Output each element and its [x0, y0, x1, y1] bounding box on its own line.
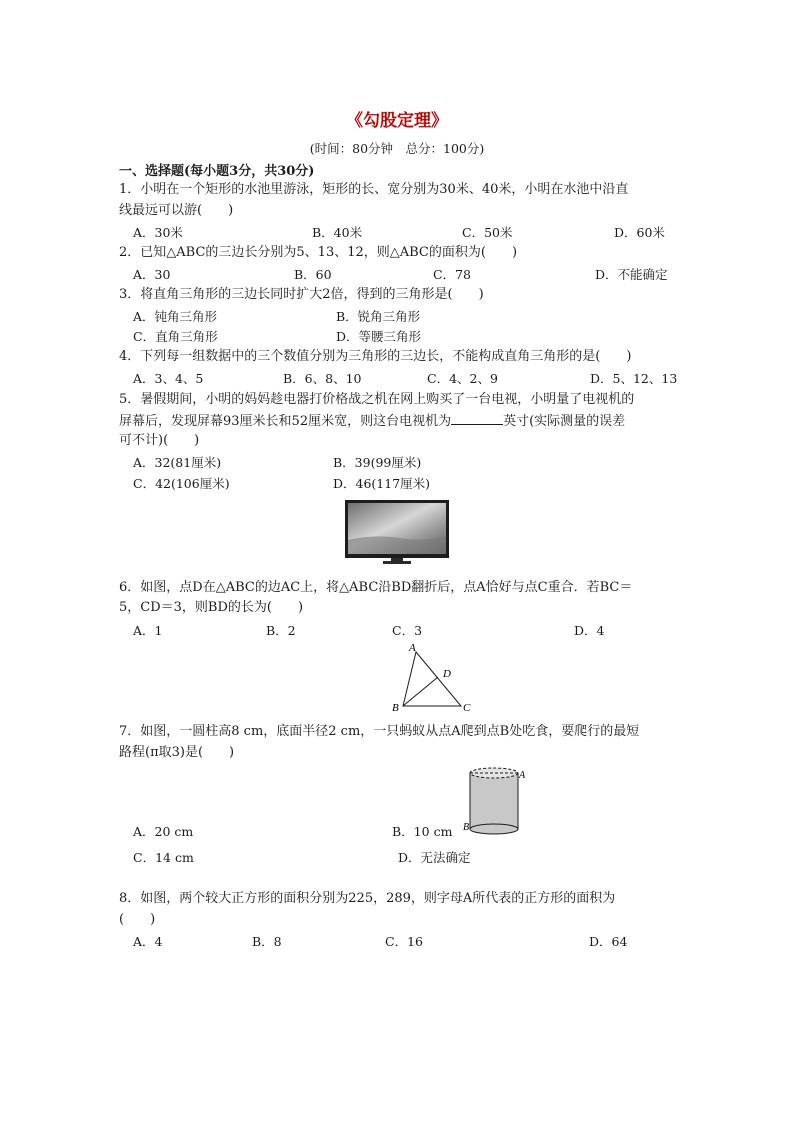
question-5-text-after-blank: 英寸(实际测量的误差	[503, 414, 626, 429]
question-6-line-2: 5，CD＝3，则BD的长为( )	[119, 600, 304, 615]
question-5-line-1: 5．暑假期间，小明的妈妈趁电器打价格战之机在网上购买了一台电视，小明量了电视机的	[119, 392, 635, 407]
section-heading: 一、选择题(每小题3分，共30分)	[119, 164, 315, 179]
q7-option-b: B．10 cm	[392, 824, 453, 839]
q8-option-a: A．4	[133, 934, 163, 949]
q4-option-a: A．3、4、5	[133, 371, 204, 386]
q1-option-a: A．30米	[133, 225, 183, 240]
label-b: B	[463, 822, 470, 833]
answer-blank	[451, 411, 503, 425]
q6-option-b: B．2	[266, 623, 296, 638]
q4-option-c: C．4、2、9	[427, 371, 498, 386]
q5-option-b: B．39(99厘米)	[333, 455, 422, 470]
label-b: B	[392, 702, 399, 714]
q2-option-c: C．78	[433, 267, 471, 282]
question-4-line-1: 4．下列每一组数据中的三个数值分别为三角形的三边长，不能构成直角三角形的是( )	[119, 349, 632, 364]
triangle-figure	[388, 640, 478, 716]
question-5-line-2	[119, 411, 625, 432]
question-1-line-1: 1．小明在一个矩形的水池里游泳，矩形的长、宽分别为30米、40米，小明在水池中沿直	[119, 182, 629, 197]
label-a: A	[409, 642, 416, 654]
q6-option-c: C．3	[392, 623, 423, 638]
tv-stand	[391, 558, 403, 561]
question-8-line-2: ( )	[119, 912, 156, 927]
q8-option-b: B．8	[252, 934, 282, 949]
q3-option-c: C．直角三角形	[133, 329, 218, 344]
q5-option-d: D．46(117厘米)	[333, 476, 431, 491]
triangle-abc	[403, 652, 461, 706]
q8-option-c: C．16	[385, 934, 423, 949]
q6-option-d: D．4	[574, 623, 605, 638]
q2-option-d: D．不能确定	[595, 267, 668, 282]
question-8-line-1: 8．如图，两个较大正方形的面积分别为225，289，则字母A所代表的正方形的面积为	[119, 891, 616, 906]
q5-option-a: A．32(81厘米)	[133, 455, 222, 470]
q3-option-d: D．等腰三角形	[336, 329, 422, 344]
question-7-line-2: 路程(π取3)是( )	[119, 745, 235, 760]
question-1-line-2: 线最远可以游( )	[119, 203, 234, 218]
cylinder-figure	[460, 764, 532, 840]
question-5-line-3: 可不计)( )	[119, 433, 200, 448]
q1-option-b: B．40米	[312, 225, 363, 240]
q4-option-b: B．6、8、10	[283, 371, 362, 386]
q7-option-d: D．无法确定	[398, 850, 471, 865]
question-7-line-1: 7．如图，一圆柱高8 cm，底面半径2 cm，一只蚂蚁从点A爬到点B处吃食，要爬行的最短	[119, 724, 640, 739]
question-2-line-1: 2．已知△ABC的三边长分别为5、13、12，则△ABC的面积为( )	[119, 245, 518, 260]
q2-option-a: A．30	[133, 267, 171, 282]
q1-option-c: C．50米	[462, 225, 513, 240]
q3-option-a: A．钝角三角形	[133, 309, 218, 324]
label-c: C	[463, 702, 471, 714]
exam-info: (时间：80分钟 总分：100分)	[309, 141, 485, 156]
q2-option-b: B．60	[294, 267, 332, 282]
label-a: A	[519, 770, 526, 781]
question-3-line-1: 3．将直角三角形的三边长同时扩大2倍，得到的三角形是( )	[119, 287, 484, 302]
question-6-line-1: 6．如图，点D在△ABC的边AC上，将△ABC沿BD翻折后，点A恰好与点C重合．若BC＝	[119, 580, 633, 595]
q1-option-d: D．60米	[614, 225, 665, 240]
q3-option-b: B．锐角三角形	[336, 309, 421, 324]
q7-option-c: C．14 cm	[133, 850, 194, 865]
segment-bd	[403, 677, 438, 706]
television-figure	[345, 500, 449, 566]
label-d: D	[443, 668, 451, 680]
q4-option-d: D．5、12、13	[590, 371, 678, 386]
page-title: 《勾股定理》	[346, 111, 448, 131]
q7-option-a: A．20 cm	[133, 824, 194, 839]
q8-option-d: D．64	[589, 934, 628, 949]
q6-option-a: A．1	[133, 623, 163, 638]
question-5-text-before-blank: 屏幕后，发现屏幕93厘米长和52厘米宽，则这台电视机为	[119, 414, 452, 429]
q5-option-c: C．42(106厘米)	[133, 476, 230, 491]
